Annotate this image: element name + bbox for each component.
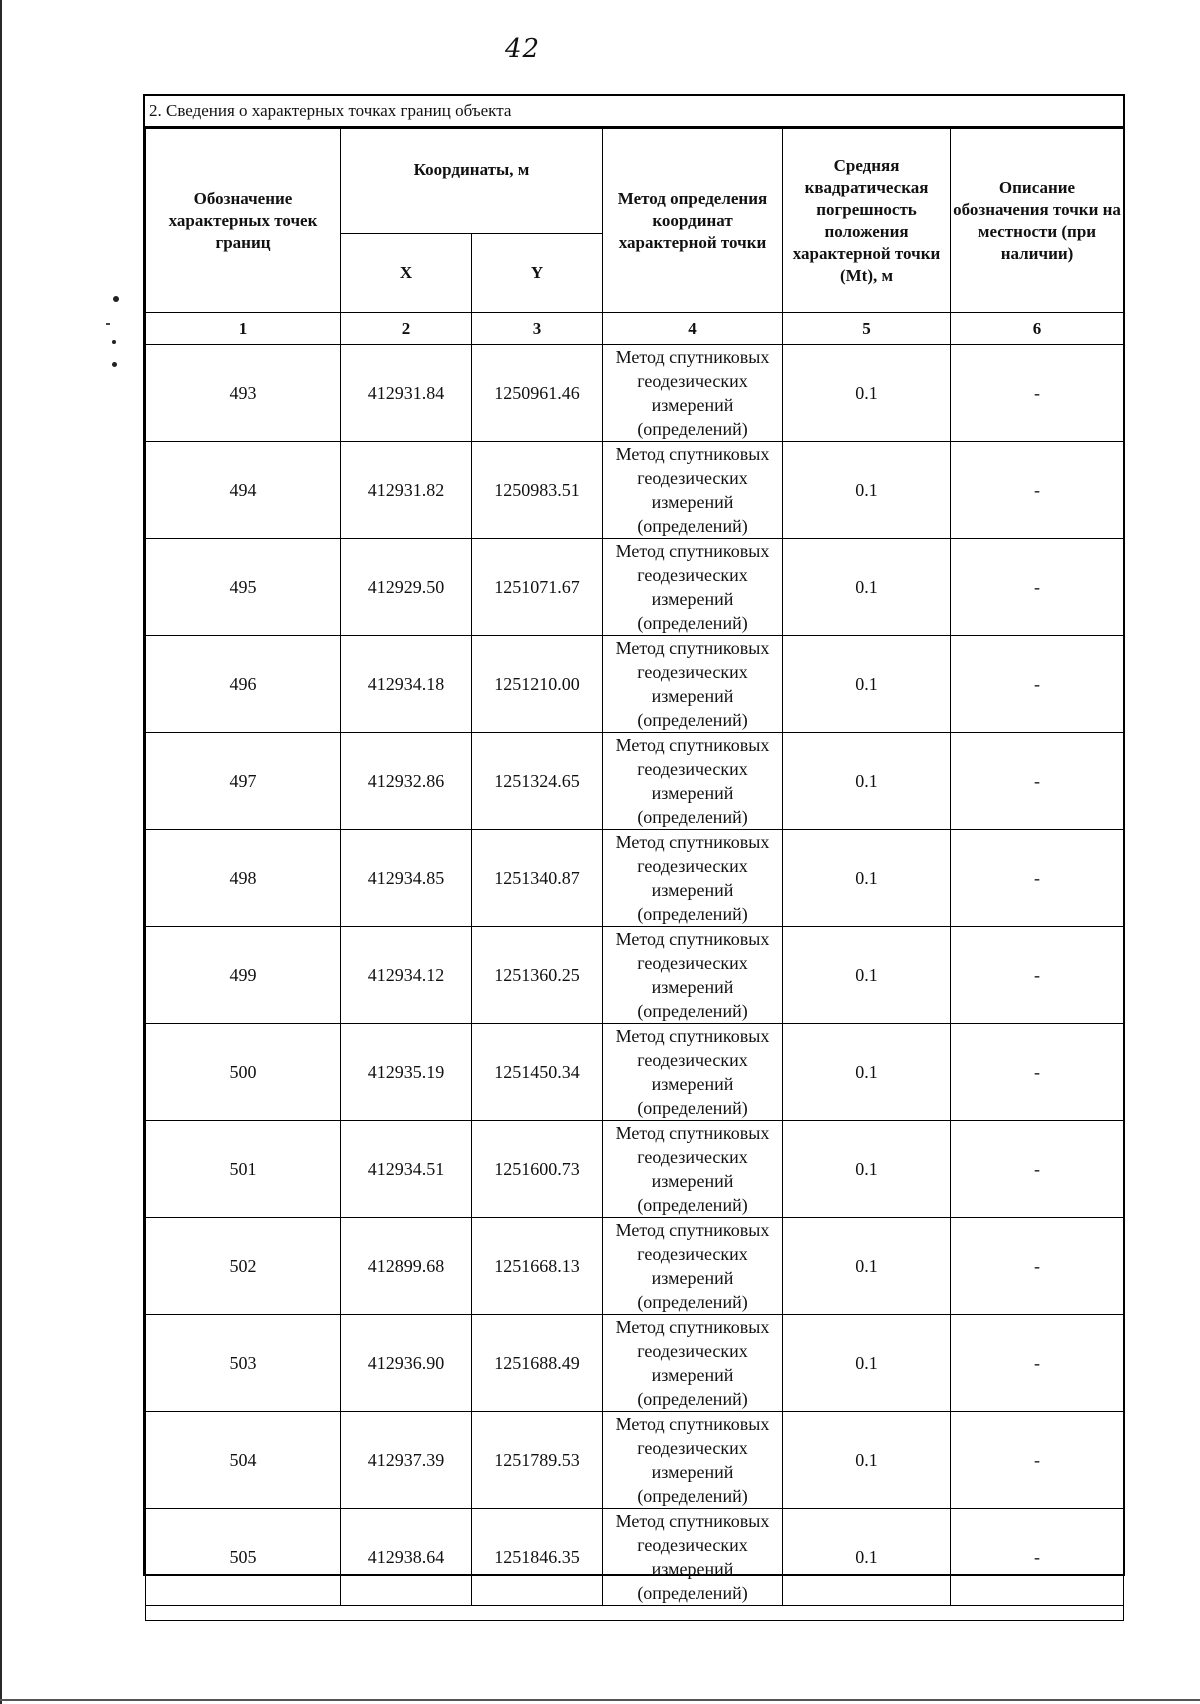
description-value: - xyxy=(951,442,1124,539)
coord-x: 412934.12 xyxy=(341,927,472,1024)
coord-y: 1250983.51 xyxy=(472,442,603,539)
page-number: 42 xyxy=(505,34,541,64)
description-value: - xyxy=(951,636,1124,733)
error-value: 0.1 xyxy=(783,636,951,733)
description-value: - xyxy=(951,927,1124,1024)
coord-x: 412899.68 xyxy=(341,1218,472,1315)
coord-y: 1251324.65 xyxy=(472,733,603,830)
header-y: Y xyxy=(472,234,603,313)
method-cell: Метод спутниковых геодезических измерений (определений) xyxy=(603,733,783,830)
description-value: - xyxy=(951,1024,1124,1121)
error-value: 0.1 xyxy=(783,1121,951,1218)
method-cell: Метод спутниковых геодезических измерений (определений) xyxy=(603,1024,783,1121)
coord-y: 1251360.25 xyxy=(472,927,603,1024)
error-value: 0.1 xyxy=(783,442,951,539)
description-value: - xyxy=(951,1315,1124,1412)
point-number: 493 xyxy=(146,345,341,442)
coord-x: 412931.84 xyxy=(341,345,472,442)
table-row xyxy=(146,1121,1124,1218)
header-method: Метод определения координат характерной точки xyxy=(603,129,783,313)
table-row xyxy=(146,345,1124,442)
coord-x: 412934.51 xyxy=(341,1121,472,1218)
table-row xyxy=(146,1509,1124,1606)
error-value: 0.1 xyxy=(783,830,951,927)
error-value: 0.1 xyxy=(783,1315,951,1412)
error-value: 0.1 xyxy=(783,1509,951,1606)
table-row xyxy=(146,1218,1124,1315)
header-x: X xyxy=(341,234,472,313)
table-row xyxy=(146,1412,1124,1509)
error-value: 0.1 xyxy=(783,1024,951,1121)
column-number: 1 xyxy=(146,313,341,345)
description-value: - xyxy=(951,345,1124,442)
method-cell: Метод спутниковых геодезических измерений (определений) xyxy=(603,539,783,636)
table-row xyxy=(146,1024,1124,1121)
description-value: - xyxy=(951,733,1124,830)
point-number: 505 xyxy=(146,1509,341,1606)
coord-y: 1251071.67 xyxy=(472,539,603,636)
description-value: - xyxy=(951,1218,1124,1315)
table-row xyxy=(146,636,1124,733)
description-value: - xyxy=(951,539,1124,636)
header-error: Средняя квадратическая погрешность положения характерной точки (Mt), м xyxy=(783,129,951,313)
error-value: 0.1 xyxy=(783,539,951,636)
coord-x: 412929.50 xyxy=(341,539,472,636)
method-cell: Метод спутниковых геодезических измерений (определений) xyxy=(603,1315,783,1412)
coord-x: 412937.39 xyxy=(341,1412,472,1509)
coord-y: 1251688.49 xyxy=(472,1315,603,1412)
point-number: 498 xyxy=(146,830,341,927)
point-number: 496 xyxy=(146,636,341,733)
margin-dot xyxy=(112,340,116,344)
method-cell: Метод спутниковых геодезических измерений (определений) xyxy=(603,927,783,1024)
margin-tick xyxy=(106,323,110,325)
point-number: 495 xyxy=(146,539,341,636)
coord-y: 1251450.34 xyxy=(472,1024,603,1121)
section-title: 2. Сведения о характерных точках границ объекта xyxy=(145,96,1123,128)
table-row xyxy=(146,1315,1124,1412)
error-value: 0.1 xyxy=(783,1412,951,1509)
error-value: 0.1 xyxy=(783,1218,951,1315)
point-number: 497 xyxy=(146,733,341,830)
boundary-points-section xyxy=(143,94,1125,1603)
column-number: 3 xyxy=(472,313,603,345)
method-cell: Метод спутниковых геодезических измерений (определений) xyxy=(603,1412,783,1509)
error-value: 0.1 xyxy=(783,345,951,442)
error-value: 0.1 xyxy=(783,927,951,1024)
coord-x: 412931.82 xyxy=(341,442,472,539)
coord-x: 412936.90 xyxy=(341,1315,472,1412)
margin-dot xyxy=(113,296,119,302)
point-number: 501 xyxy=(146,1121,341,1218)
point-number: 504 xyxy=(146,1412,341,1509)
coord-y: 1251600.73 xyxy=(472,1121,603,1218)
point-number: 500 xyxy=(146,1024,341,1121)
coord-y: 1251789.53 xyxy=(472,1412,603,1509)
boundary-points-table xyxy=(145,128,1124,1621)
table-row xyxy=(146,539,1124,636)
header-description: Описание обозначения точки на местности (при наличии) xyxy=(951,129,1124,313)
coord-x: 412932.86 xyxy=(341,733,472,830)
table-tail-row xyxy=(146,1606,1124,1621)
column-number: 6 xyxy=(951,313,1124,345)
header-coordinates: Координаты, м xyxy=(341,129,603,234)
point-number: 503 xyxy=(146,1315,341,1412)
method-cell: Метод спутниковых геодезических измерений (определений) xyxy=(603,1218,783,1315)
coord-x: 412934.85 xyxy=(341,830,472,927)
description-value: - xyxy=(951,830,1124,927)
coord-y: 1251210.00 xyxy=(472,636,603,733)
column-number: 2 xyxy=(341,313,472,345)
column-number: 5 xyxy=(783,313,951,345)
method-cell: Метод спутниковых геодезических измерений (определений) xyxy=(603,1509,783,1606)
coord-y: 1250961.46 xyxy=(472,345,603,442)
description-value: - xyxy=(951,1412,1124,1509)
table-row xyxy=(146,830,1124,927)
scan-bottom-line xyxy=(0,1699,1200,1701)
method-cell: Метод спутниковых геодезических измерений (определений) xyxy=(603,636,783,733)
coord-y: 1251340.87 xyxy=(472,830,603,927)
method-cell: Метод спутниковых геодезических измерений (определений) xyxy=(603,345,783,442)
method-cell: Метод спутниковых геодезических измерений (определений) xyxy=(603,830,783,927)
table-row xyxy=(146,733,1124,830)
point-number: 499 xyxy=(146,927,341,1024)
description-value: - xyxy=(951,1121,1124,1218)
coord-y: 1251846.35 xyxy=(472,1509,603,1606)
coord-y: 1251668.13 xyxy=(472,1218,603,1315)
scan-edge-line xyxy=(0,0,2,1704)
point-number: 494 xyxy=(146,442,341,539)
coord-x: 412938.64 xyxy=(341,1509,472,1606)
error-value: 0.1 xyxy=(783,733,951,830)
method-cell: Метод спутниковых геодезических измерений (определений) xyxy=(603,442,783,539)
coord-x: 412935.19 xyxy=(341,1024,472,1121)
table-row xyxy=(146,927,1124,1024)
header-designation: Обозначение характерных точек границ xyxy=(146,129,341,313)
margin-dot xyxy=(112,362,117,367)
coord-x: 412934.18 xyxy=(341,636,472,733)
description-value: - xyxy=(951,1509,1124,1606)
column-number: 4 xyxy=(603,313,783,345)
point-number: 502 xyxy=(146,1218,341,1315)
table-row xyxy=(146,442,1124,539)
method-cell: Метод спутниковых геодезических измерений (определений) xyxy=(603,1121,783,1218)
